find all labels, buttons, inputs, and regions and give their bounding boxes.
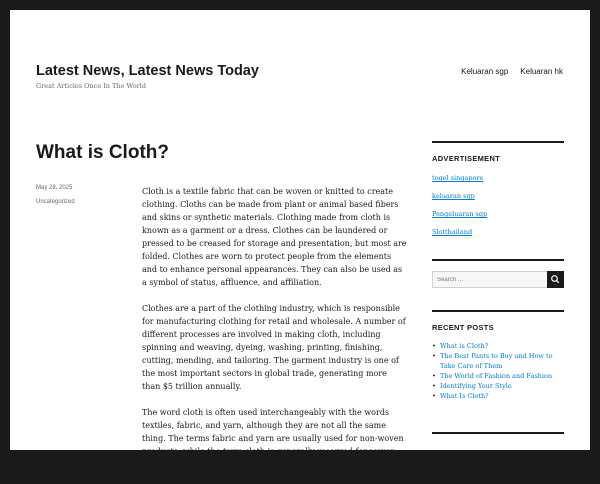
advertisement-links <box>432 174 564 236</box>
search-form <box>432 271 564 288</box>
post-category[interactable]: Uncategorized <box>36 199 75 205</box>
search-input[interactable] <box>432 271 548 288</box>
ad-link-togel-singapore[interactable]: togel singapore <box>432 174 484 182</box>
list-item <box>432 391 564 401</box>
page <box>10 10 590 469</box>
entry-content <box>142 185 407 484</box>
widget-divider <box>432 259 564 261</box>
search-button[interactable] <box>547 271 564 288</box>
widget-divider <box>432 141 564 143</box>
ad-link-slotthailand[interactable]: Slotthailand <box>432 228 473 236</box>
paragraph: Clothes are a part of the clothing industry, which is responsible for manufacturing clothing for retail and wholesale. A number of different processes are involved in making cloth, including spinning and weaving, dyeing, washing, printing, finishing, cutting, mending, and tailoring. The garment industry is one of the most important sectors in global trade, generating more than $5 trillion annually. <box>142 304 406 391</box>
nav-item-keluaran-hk[interactable]: Keluaran hk <box>520 67 563 76</box>
recent-post-link[interactable]: What is Cloth? <box>440 342 489 350</box>
widget-divider <box>432 310 564 312</box>
recent-posts-list <box>432 341 564 401</box>
ad-link-pengeluaran-sgp[interactable]: Pengeluaran sgp <box>432 210 488 218</box>
recent-post-link[interactable]: Identifying Your Style <box>440 382 512 390</box>
main-navigation <box>461 67 563 76</box>
recent-post-link[interactable]: The World of Fashion and Fashion <box>440 372 553 380</box>
list-item <box>432 351 564 371</box>
search-icon <box>547 271 564 288</box>
list-item <box>432 381 564 391</box>
ad-link-keluaran-sgp[interactable]: keluaran sgp <box>432 192 475 200</box>
recent-post-link[interactable]: What Is Cloth? <box>440 392 489 400</box>
advertisement-title: ADVERTISEMENT <box>432 154 501 163</box>
widget-divider <box>432 432 564 434</box>
sidebar <box>432 141 564 434</box>
site-description: Great Articles Once In The World <box>36 82 146 90</box>
list-item <box>432 371 564 381</box>
site-title[interactable]: Latest News, Latest News Today <box>36 63 259 79</box>
list-item <box>432 341 564 351</box>
recent-posts-title: RECENT POSTS <box>432 323 494 332</box>
recent-post-link[interactable]: The Best Pants to Buy and How to Take Care of Them <box>440 352 553 370</box>
entry-title: What is Cloth? <box>36 142 169 163</box>
paragraph: Cloth is a textile fabric that can be woven or knitted to create clothing. Cloths can be made from plant or animal based fibers and skins or synthetic materials. Clothing made from cloth is known as a garment or a dress. Clothes can be laundered or pressed to be creased for storage and presentation, but most are folded. Clothes are worn to protect people from the elements and to enhance personal appearances. They can also be used as a symbol of status, affluence, and affiliation. <box>142 187 407 287</box>
post-date[interactable]: May 28, 2025 <box>36 185 73 191</box>
paragraph: The word cloth is often used interchangeably with the words textiles, fabric, and yarn, although they are not all the same thing. The terms fabric and yarn are usually used for non-woven products, while the term cloth is generally reserved for woven products such as cotton <box>142 408 404 469</box>
nav-item-keluaran-sgp[interactable]: Keluaran sgp <box>461 67 509 76</box>
